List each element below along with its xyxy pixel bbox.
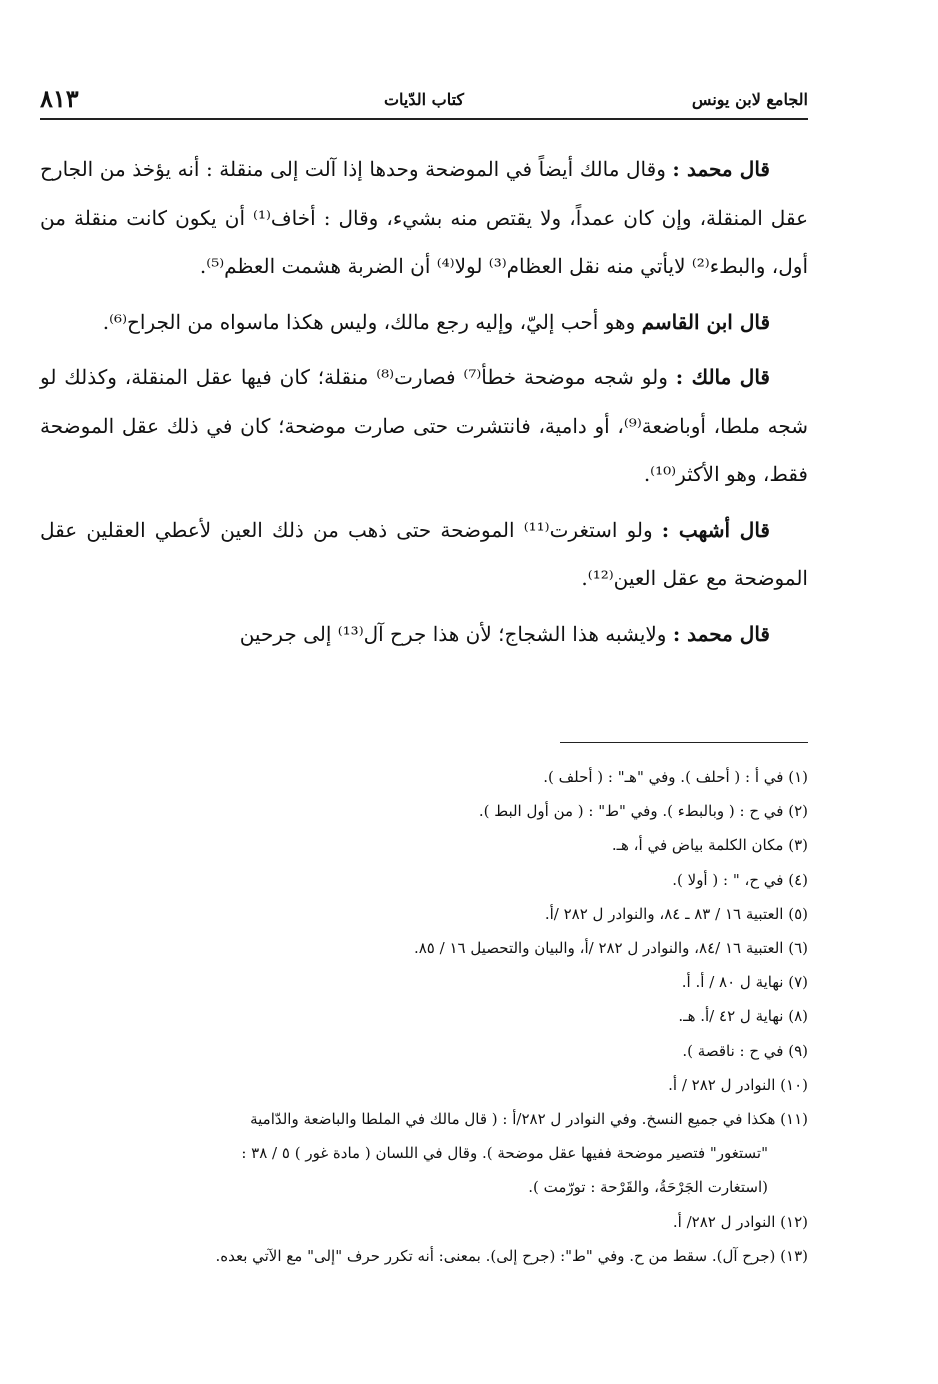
paragraph [40,506,808,603]
paragraph-text: وهو أحب إليّ، وإليه رجع مالك، وليس هكذا ماسواه من الجراح⁽⁶⁾. [102,309,642,334]
paragraph [40,610,808,659]
paragraph [40,298,808,347]
footnote: (١٣) (جرح آل). سقط من ح. وفي "ط": (جرح إلى). بمعنى: أنه تكرر حرف "إلى" مع الآتي بعده. [215,1246,808,1265]
paragraph-text: ولو استغرت⁽¹¹⁾ الموضحة حتى ذهب من ذلك العين لأعطي العقلين عقل الموضحة مع عقل العين⁽¹²⁾. [40,517,808,590]
footnote: (٣) مكان الكلمة بياض في أ، هـ. [611,836,808,855]
speaker-label: قال ابن القاسم [641,309,770,334]
paragraph-text: ولو شجه موضحة خطأ⁽⁷⁾ فصارت⁽⁸⁾ منقلة؛ كان فيها عقل المنقلة، وكذلك لو شجه ملطا، أوباضعة⁽⁹⁾، أو دامية، فانتشرت حتى صارت موضحة؛ كان في ذلك عقل الموضحة فقط، وهو الأكثر⁽¹⁰⁾. [40,365,808,486]
speaker-label: قال محمد : [672,621,770,646]
footnote: (٩) في ح : ناقصة ). [682,1041,808,1060]
footnote: (٧) نهاية ل ٨٠ / أ. أ. [681,973,808,992]
footnote: (٨) نهاية ل ٤٢ /أ. هـ. [678,1007,808,1026]
page-header [40,84,808,120]
footnotes [40,760,808,1273]
main-text [40,145,808,665]
paragraph [40,145,808,291]
footnote: (١١) هكذا في جميع النسخ. وفي النوادر ل ٢٨٢/أ : ( قال مالك في الملطا والباضعة والدّامية [250,1110,808,1129]
footnote-continuation: (استغارت الجَرْحَةُ، والقَرْحة : تورّمت ). [528,1178,768,1197]
footnote-separator [560,742,808,743]
footnote: (٥) العتبية ١٦ / ٨٣ ـ ٨٤، والنوادر ل ٢٨٢ /أ. [544,904,808,923]
speaker-label: قال مالك : [675,365,770,389]
running-title: الجامع لابن يونس [691,90,808,109]
chapter-title: كتاب الدّيات [383,90,465,109]
speaker-label: قال أشهب : [661,517,770,542]
speaker-label: قال محمد : [672,157,770,181]
page-number: ٨١٣ [40,84,79,113]
footnote: (١) في أ : ( أحلف ). وفي "هـ" : ( أحلف ). [543,768,808,786]
paragraph-text: وقال مالك أيضاً في الموضحة وحدها إذا آلت إلى منقلة : أنه يؤخذ من الجارح عقل المنقلة، وإن كان عمداً، ولا يقتص منه بشيء، وقال : أخاف⁽¹⁾ أن يكون كانت منقلة من أول، والبطء⁽²⁾ لايأتي منه نقل العظام⁽³⁾ لولا⁽⁴⁾ أن الضربة هشمت العظم⁽⁵⁾. [40,157,809,278]
footnote: (٢) في ح : ( وبالبطء ). وفي "ط" : ( من أول البط ). [478,802,808,821]
footnote: (٤) في ح، " : ( أولا ). [672,870,808,889]
footnote: (٦) العتبية ١٦ /٨٤، والنوادر ل ٢٨٢ /أ، والبيان والتحصيل ١٦ / ٨٥. [413,939,808,958]
footnote: (١٠) النوادر ل ٢٨٢ / أ. [668,1075,808,1094]
paragraph-text: ولايشبه هذا الشجاج؛ لأن هذا جرح آل⁽¹³⁾ إلى جرحين [239,621,673,646]
footnote-continuation: "تستغور" فتصير موضحة ففيها عقل موضحة ). وقال في اللسان ( مادة غور ) ٥ / ٣٨ : [241,1144,768,1163]
footnote: (١٢) النوادر ل ٢٨٢/ أ. [672,1212,808,1231]
paragraph [40,353,808,499]
